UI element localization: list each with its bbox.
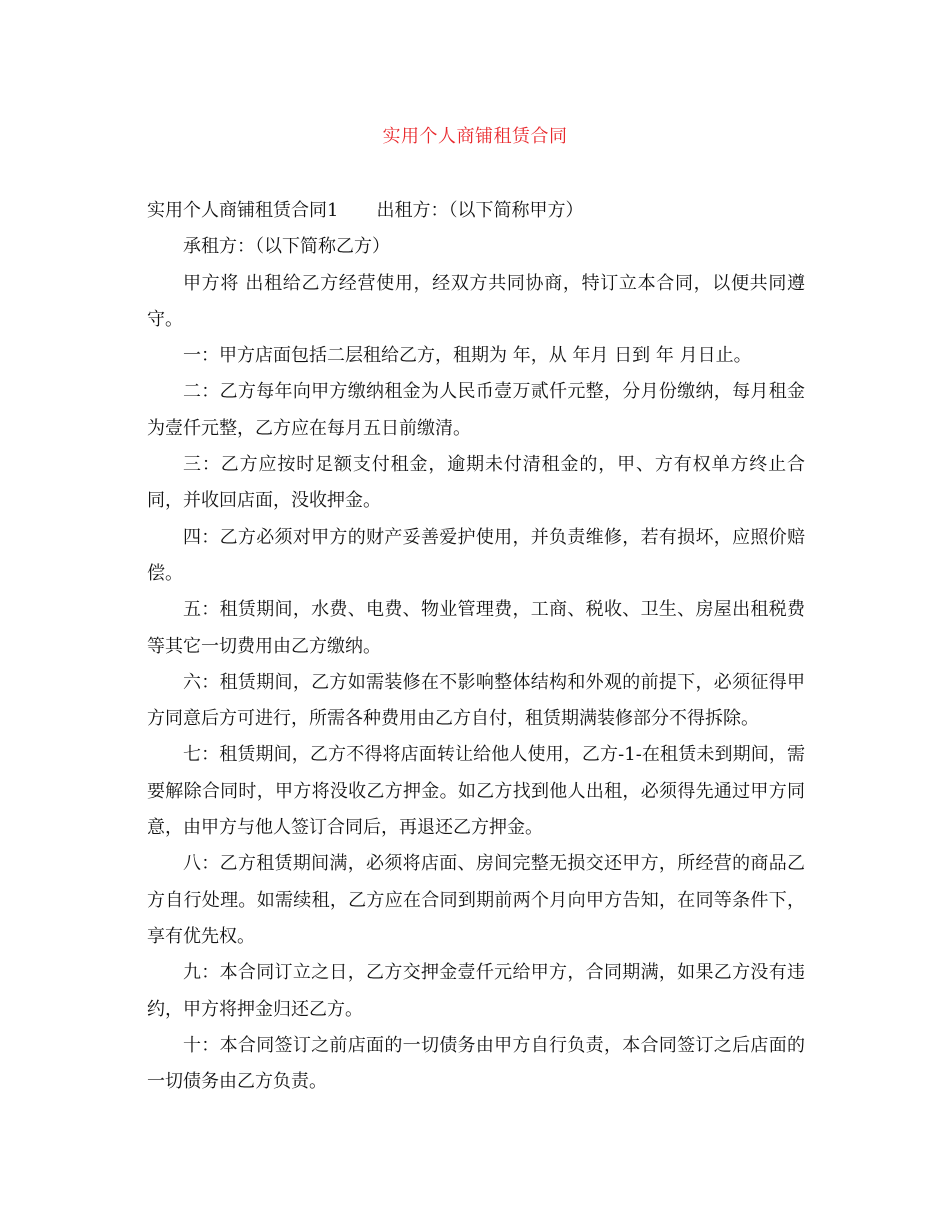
clause-10: 十：本合同签订之前店面的一切债务由甲方自行负责，本合同签订之后店面的一切债务由乙方负责。 <box>147 1034 805 1093</box>
clause-1: 一：甲方店面包括二层租给乙方，租期为 年，从 年月 日到 年 月日止。 <box>183 345 752 367</box>
document-title: 实用个人商铺租赁合同 <box>382 126 568 147</box>
clause-3: 三：乙方应按时足额支付租金，逾期未付清租金的，甲、方有权单方终止合同，并收回店面，没收押金。 <box>147 454 805 512</box>
lessor-line: 出租方：（以下简称甲方） <box>376 200 584 221</box>
clause-4: 四：乙方必须对甲方的财产妥善爱护使用，并负责维修，若有损坏，应照价赔偿。 <box>147 526 805 584</box>
intro-heading: 实用个人商铺租赁合同1 <box>147 200 339 221</box>
clause-7: 七：租赁期间，乙方不得将店面转让给他人使用，乙方-1-在租赁未到期间，需要解除合同时，甲方将没收乙方押金。如乙方找到他人出租，必须得先通过甲方同意，由甲方与他人签订合同后，再退还乙方押金。 <box>147 744 805 839</box>
clause-2: 二：乙方每年向甲方缴纳租金为人民币壹万贰仟元整，分月份缴纳，每月租金为壹仟元整，乙方应在每月五日前缴清。 <box>147 381 805 439</box>
preamble-paragraph: 甲方将 出租给乙方经营使用，经双方共同协商，特订立本合同，以便共同遵守。 <box>147 272 805 330</box>
document-body <box>147 193 805 1100</box>
clause-8: 八：乙方租赁期间满，必须将店面、房间完整无损交还甲方，所经营的商品乙方自行处理。如需续租，乙方应在合同到期前两个月向甲方告知，在同等条件下，享有优先权。 <box>147 853 805 947</box>
clause-6: 六：租赁期间，乙方如需装修在不影响整体结构和外观的前提下，必须征得甲方同意后方可进行，所需各种费用由乙方自付，租赁期满装修部分不得拆除。 <box>147 671 805 730</box>
lessee-line: 承租方：（以下简称乙方） <box>183 236 390 258</box>
clause-9: 九：本合同订立之日，乙方交押金壹仟元给甲方，合同期满，如果乙方没有违约，甲方将押金归还乙方。 <box>147 962 805 1020</box>
clause-5: 五：租赁期间，水费、电费、物业管理费，工商、税收、卫生、房屋出租税费等其它一切费用由乙方缴纳。 <box>147 599 805 657</box>
intro-line <box>147 193 805 229</box>
